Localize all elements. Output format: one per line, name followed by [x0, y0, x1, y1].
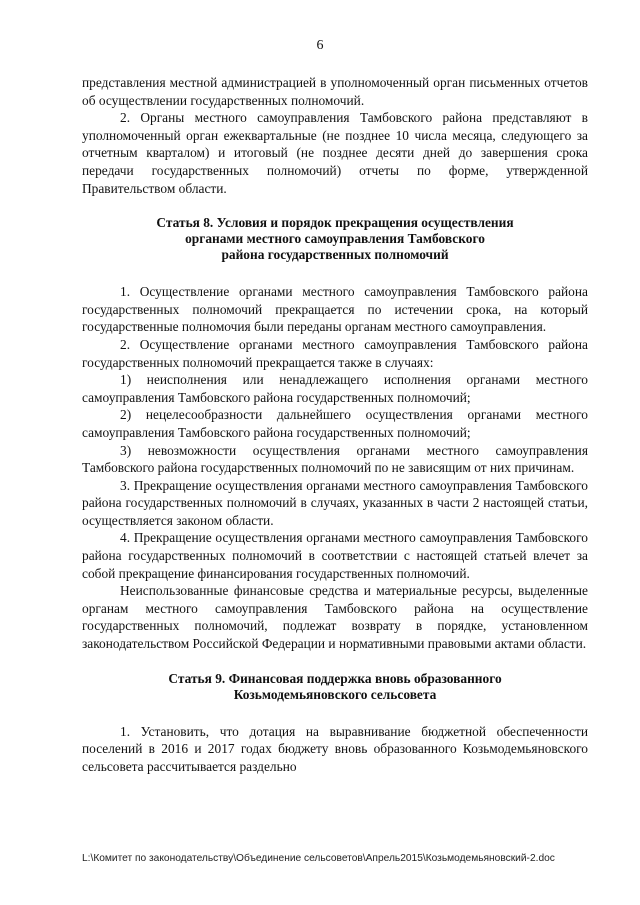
article-8-heading — [82, 215, 588, 263]
article-8-heading-line: Статья 8. Условия и порядок прекращения осуществления — [156, 215, 514, 231]
paragraph-continuation: представления местной администрацией в уполномоченный орган письменных отчетов об осуществлении государственных полномочий. — [82, 75, 588, 108]
article-8-heading-line: органами местного самоуправления Тамбовского — [185, 231, 485, 247]
article-8-paragraph: 2. Осуществление органами местного самоуправления Тамбовского района государственных полномочий прекращается также в случаях: — [82, 336, 588, 370]
article-8-subitem: 3) невозможности осуществления органами местного самоуправления Тамбовского района государственных полномочий по не зависящим от них причинам. — [82, 442, 588, 476]
footer-file-path: L:\Комитет по законодательству\Объединение сельсоветов\Апрель2015\Козьмодемьяновский-2.doc — [82, 853, 555, 864]
article-8-paragraph: 1. Осуществление органами местного самоуправления Тамбовского района государственных полномочий прекращается по истечении срока, на который государственные полномочия были переданы органам местного самоуправления. — [82, 284, 588, 335]
page-number: 6 — [316, 38, 324, 53]
article-9-heading-line: Козьмодемьяновского сельсовета — [233, 686, 437, 702]
article-9-heading-line: Статья 9. Финансовая поддержка вновь образованного — [168, 670, 502, 686]
article-8-paragraph: Неиспользованные финансовые средства и материальные ресурсы, выделенные органам местного самоуправления Тамбовского района на осуществление государственных полномочий, подлежат возврату в порядке, установленном законодательством Российской Федерации и нормативными правовыми актами области. — [82, 583, 588, 652]
article-8-paragraph: 3. Прекращение осуществления органами местного самоуправления Тамбовского района государственных полномочий в случаях, указанных в части 2 настоящей статьи, осуществляется законом области. — [82, 477, 588, 528]
page-content — [82, 74, 588, 775]
article-8-subitem: 1) неисполнения или ненадлежащего исполнения органами местного самоуправления Тамбовского района государственных полномочий; — [82, 372, 588, 405]
spacer — [82, 653, 588, 671]
spacer — [82, 197, 588, 215]
spacer — [82, 263, 588, 283]
article-8-paragraph: 4. Прекращение осуществления органами местного самоуправления Тамбовского района государственных полномочий в соответствии с настоящей статьей влечет за собой прекращение финансирования государственных полномочий. — [82, 530, 588, 581]
article-9-paragraph: 1. Установить, что дотация на выравнивание бюджетной обеспеченности поселений в 2016 и 2017 годах бюджету вновь образованного Козьмодемьяновского сельсовета рассчитывается раздельно — [82, 723, 588, 774]
article-9-heading — [82, 671, 588, 703]
paragraph-item-2: 2. Органы местного самоуправления Тамбовского района представляют в уполномоченный орган ежеквартальные (не позднее 10 числа месяца, следующего за отчетным кварталом) и итоговый (не позднее десяти дней до завершения срока передачи государственных полномочий) отчеты по форме, утвержденной Правительством области. — [82, 110, 588, 196]
article-8-heading-line: района государственных полномочий — [221, 247, 449, 263]
spacer — [82, 703, 588, 723]
article-8-subitem: 2) нецелесообразности дальнейшего осуществления органами местного самоуправления Тамбовского района государственных полномочий; — [82, 407, 588, 440]
